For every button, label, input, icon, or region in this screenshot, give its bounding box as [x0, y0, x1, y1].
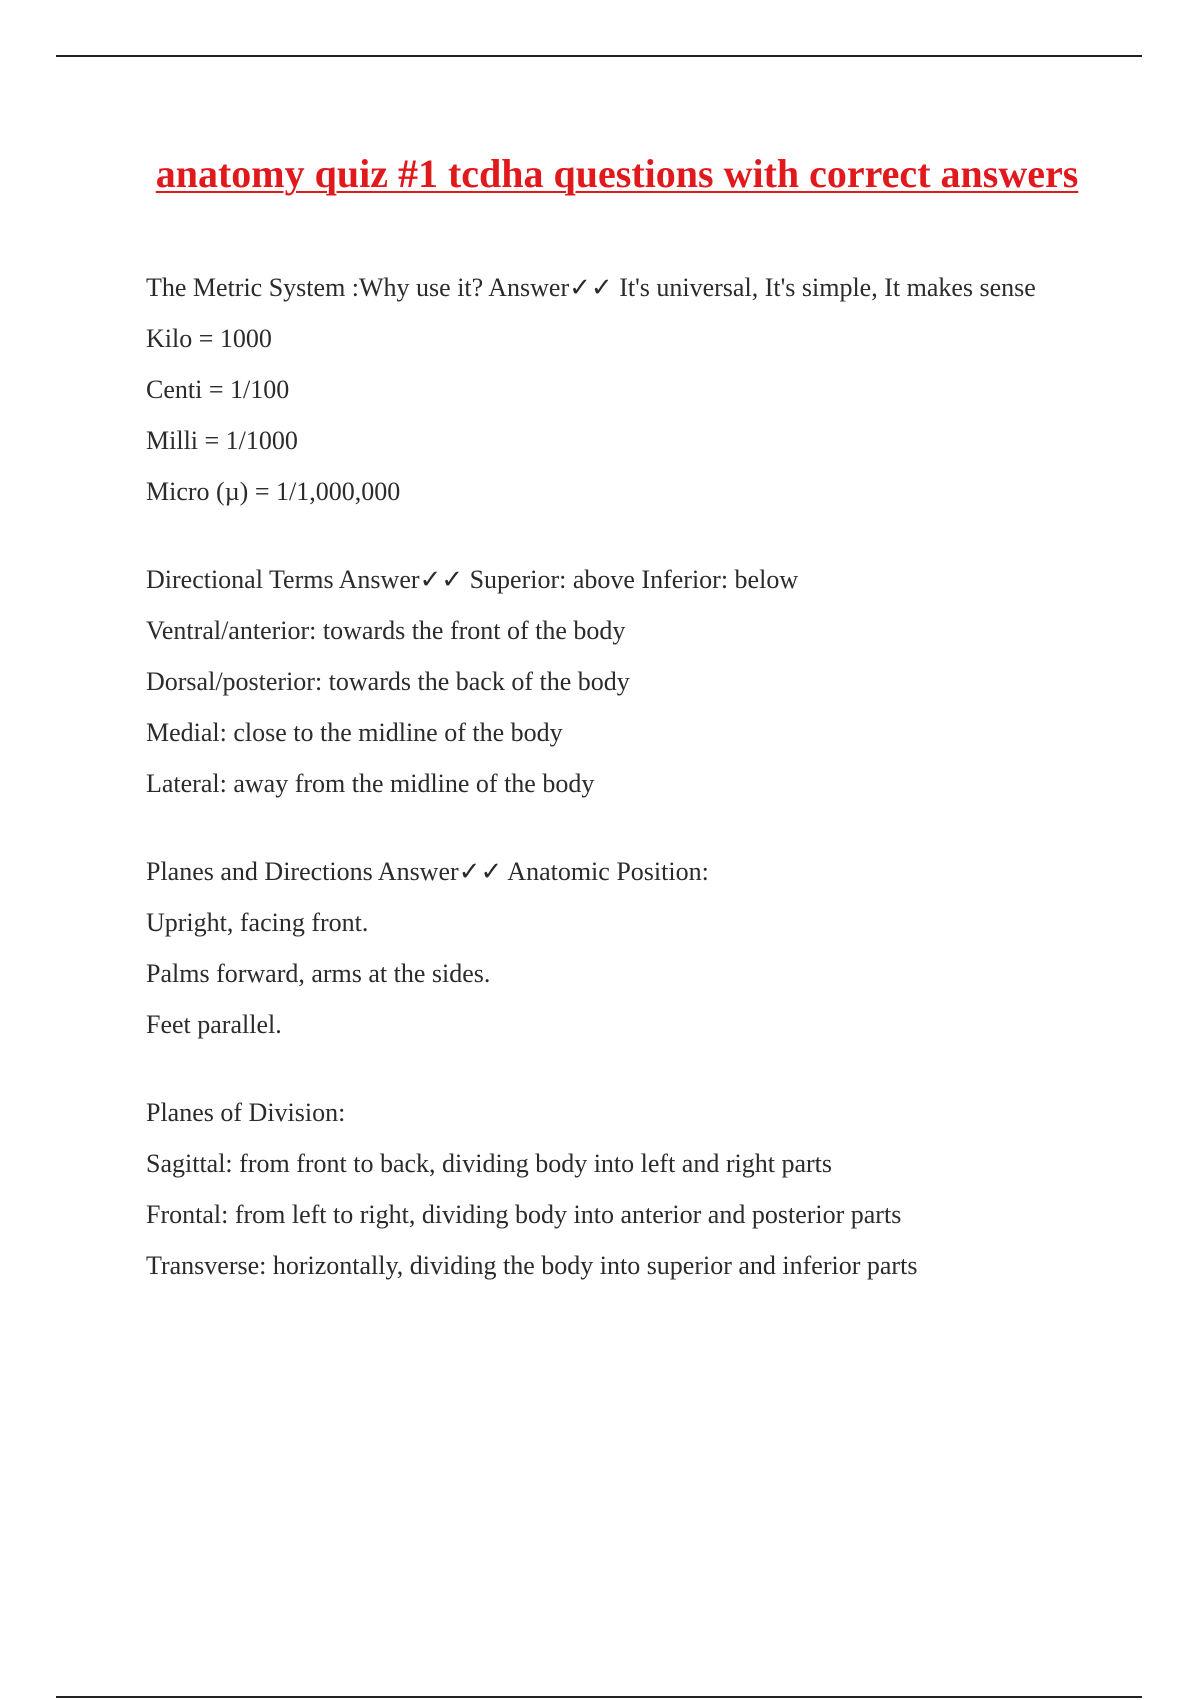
- frontal-line: Frontal: from left to right, dividing body into anterior and posterior parts: [146, 1200, 902, 1229]
- document-body: [146, 270, 1066, 1299]
- dorsal-line: Dorsal/posterior: towards the back of the body: [146, 667, 630, 696]
- micro-line: Micro (µ) = 1/1,000,000: [146, 477, 401, 506]
- kilo-line: Kilo = 1000: [146, 324, 272, 353]
- centi-line: Centi = 1/100: [146, 375, 290, 404]
- ventral-line: Ventral/anterior: towards the front of the body: [146, 616, 626, 645]
- document-title: anatomy quiz #1 tcdha questions with correct answers: [155, 151, 1079, 196]
- planes-of-division-heading: Planes of Division:: [146, 1098, 346, 1127]
- lateral-line: Lateral: away from the midline of the body: [146, 769, 595, 798]
- footer-rule: [56, 1696, 1142, 1698]
- upright-line: Upright, facing front.: [146, 908, 369, 937]
- directional-terms-question: Directional Terms Answer✓✓ Superior: above Inferior: below: [146, 565, 799, 594]
- transverse-line: Transverse: horizontally, dividing the body into superior and inferior parts: [146, 1251, 918, 1280]
- milli-line: Milli = 1/1000: [146, 426, 298, 455]
- planes-directions-question: Planes and Directions Answer✓✓ Anatomic Position:: [146, 857, 709, 886]
- metric-system-question: The Metric System :Why use it? Answer✓✓ It's universal, It's simple, It makes sense: [146, 273, 1036, 302]
- medial-line: Medial: close to the midline of the body: [146, 718, 563, 747]
- header-rule: [56, 55, 1142, 57]
- feet-line: Feet parallel.: [146, 1010, 282, 1039]
- sagittal-line: Sagittal: from front to back, dividing body into left and right parts: [146, 1149, 832, 1178]
- palms-line: Palms forward, arms at the sides.: [146, 959, 491, 988]
